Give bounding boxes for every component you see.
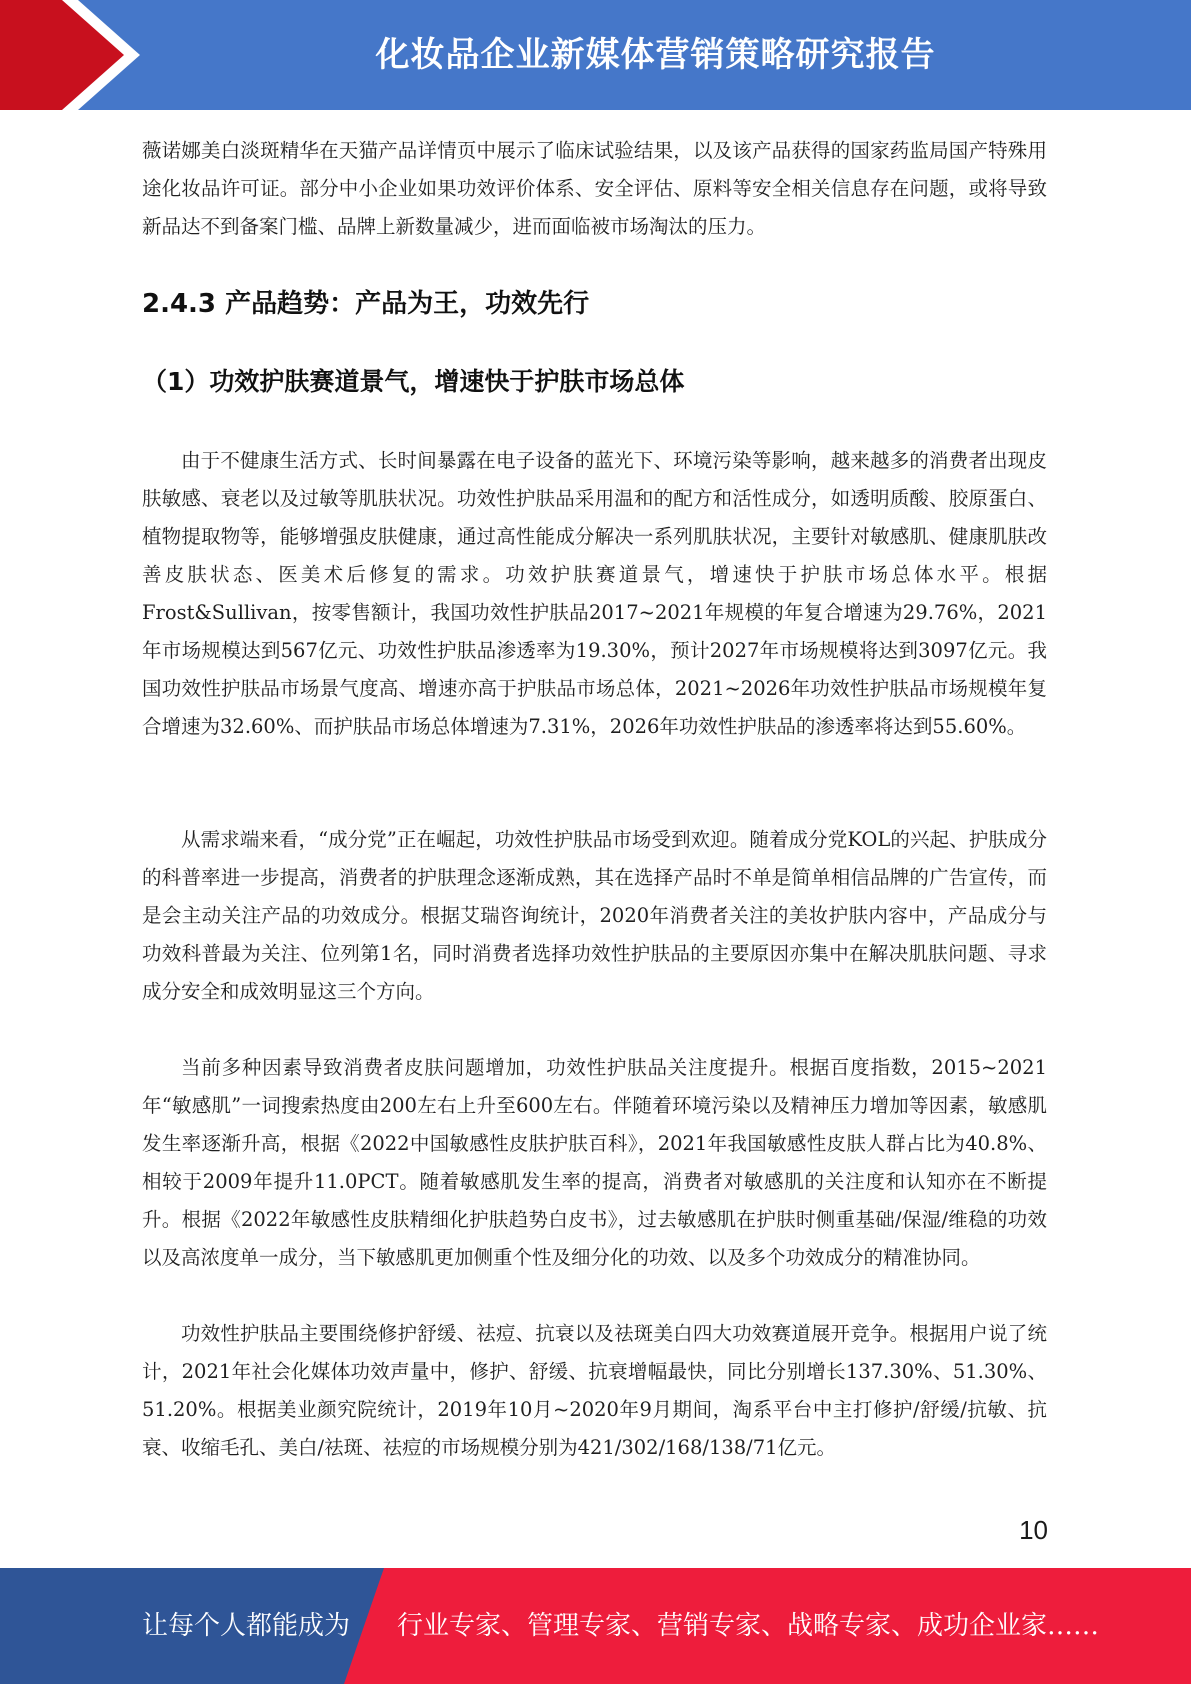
body-paragraph-4: 功效性护肤品主要围绕修护舒缓、祛痘、抗衰以及祛斑美白四大功效赛道展开竞争。根据用户说了统计，2021年社会化媒体功效声量中，修护、舒缓、抗衰增幅最快，同比分别增长137.30%、51.30%、51.20%。根据美业颜究院统计，2019年10月~2020年9月期间，淘系平台中主打修护/舒缓/抗敏、抗衰、收缩毛孔、美白/祛斑、祛痘的市场规模分别为421/302/168/138/71亿元。 [142, 1322, 1047, 1459]
body-paragraph-2: 从需求端来看，“成分党”正在崛起，功效性护肤品市场受到欢迎。随着成分党KOL的兴起、护肤成分的科普率进一步提高，消费者的护肤理念逐渐成熟，其在选择产品时不单是简单相信品牌的广告宣传，而是会主动关注产品的功效成分。根据艾瑞咨询统计，2020年消费者关注的美妆护肤内容中，产品成分与功效科普最为关注、位列第1名，同时消费者选择功效性护肤品的主要原因亦集中在解决肌肤问题、寻求成分安全和成效明显这三个方向。 [142, 828, 1047, 1003]
page-number: 10 [1019, 1515, 1048, 1545]
body-paragraph-1: 由于不健康生活方式、长时间暴露在电子设备的蓝光下、环境污染等影响，越来越多的消费者出现皮肤敏感、衰老以及过敏等肌肤状况。功效性护肤品采用温和的配方和活性成分，如透明质酸、胶原蛋白、植物提取物等，能够增强皮肤健康，通过高性能成分解决一系列肌肤状况，主要针对敏感肌、健康肌肤改善皮肤状态、医美术后修复的需求。功效护肤赛道景气，增速快于护肤市场总体水平。根据Frost&Sullivan，按零售额计，我国功效性护肤品2017~2021年规模的年复合增速为29.76%，2021年市场规模达到567亿元、功效性护肤品渗透率为19.30%，预计2027年市场规模将达到3097亿元。我国功效性护肤品市场景气度高、增速亦高于护肤品市场总体，2021~2026年功效性护肤品市场规模年复合增速为32.60%、而护肤品市场总体增速为7.31%，2026年功效性护肤品的渗透率将达到55.60%。 [142, 449, 1047, 738]
report-title: 化妆品企业新媒体营销策略研究报告 [375, 35, 936, 75]
subsection-heading: （1）功效护肤赛道景气，增速快于护肤市场总体 [142, 367, 685, 396]
page-header [0, 0, 1191, 110]
intro-paragraph: 薇诺娜美白淡斑精华在天猫产品详情页中展示了临床试验结果，以及该产品获得的国家药监局国产特殊用途化妆品许可证。部分中小企业如果功效评价体系、安全评估、原料等安全相关信息存在问题，或将导致新品达不到备案门槛、品牌上新数量减少，进而面临被市场淘汰的压力。 [142, 139, 1047, 238]
body-paragraph-3: 当前多种因素导致消费者皮肤问题增加，功效性护肤品关注度提升。根据百度指数，2015~2021年“敏感肌”一词搜索热度由200左右上升至600左右。伴随着环境污染以及精神压力增加等因素，敏感肌发生率逐渐升高，根据《2022中国敏感性皮肤护肤百科》，2021年我国敏感性皮肤人群占比为40.8%、相较于2009年提升11.0PCT。随着敏感肌发生率的提高，消费者对敏感肌的关注度和认知亦在不断提升。根据《2022年敏感性皮肤精细化护肤趋势白皮书》，过去敏感肌在护肤时侧重基础/保湿/维稳的功效以及高浓度单一成分，当下敏感肌更加侧重个性及细分化的功效、以及多个功效成分的精准协同。 [142, 1056, 1047, 1269]
footer-slogan-right: 行业专家、管理专家、营销专家、战略专家、成功企业家…… [397, 1611, 1100, 1641]
section-heading: 2.4.3 产品趋势：产品为王，功效先行 [142, 289, 590, 319]
page-footer [0, 1568, 1191, 1684]
footer-slogan-left: 让每个人都能成为 [142, 1611, 351, 1641]
